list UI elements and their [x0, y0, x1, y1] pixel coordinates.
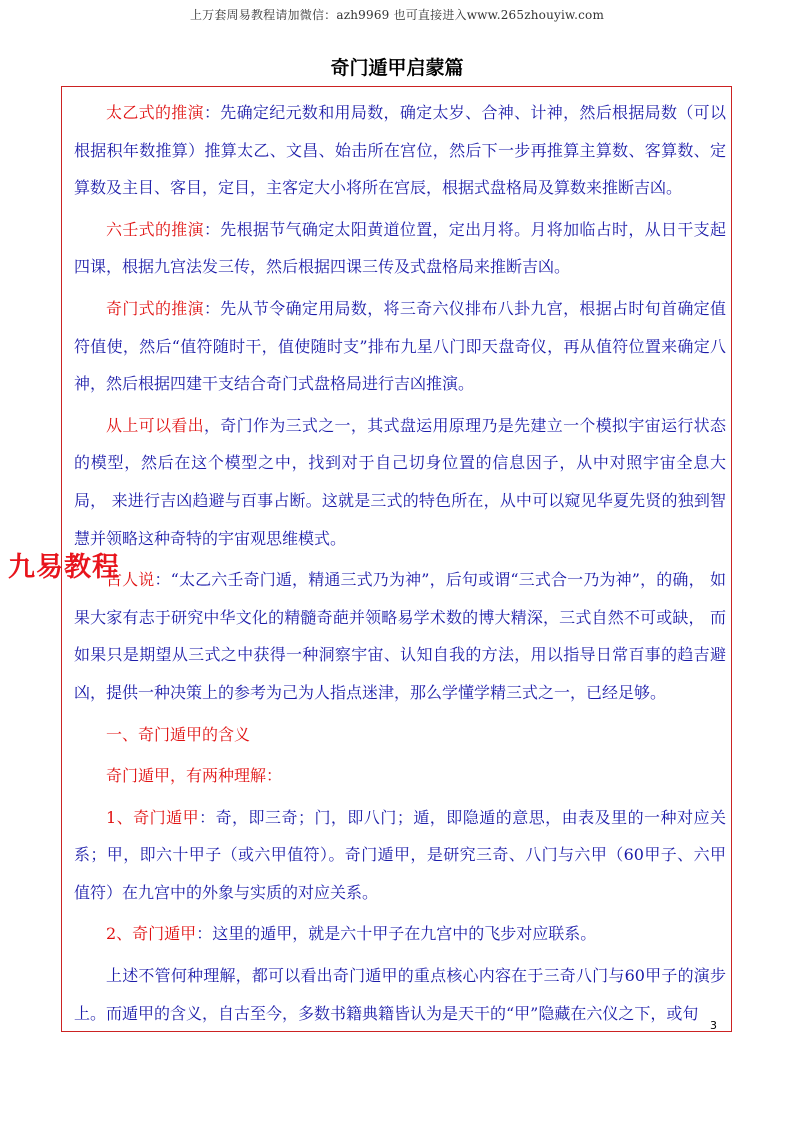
paragraph-sep: ： [196, 924, 213, 944]
content-body [74, 94, 726, 1036]
paragraph-lead: 2、奇门遁甲 [106, 924, 197, 944]
paragraph-sep: ： [203, 298, 221, 318]
page-number: 3 [710, 1019, 717, 1032]
paragraph-sep: ， [203, 415, 221, 435]
watermark-logo: 九易教程 [8, 552, 120, 583]
document-title: 奇门遁甲启蒙篇 [330, 57, 464, 79]
paragraph-meaning-2 [74, 915, 726, 953]
paragraph-conclusion [74, 957, 726, 1032]
paragraph-body: 奇，即三奇；门，即八门；遁，即隐遁的意思，由表及里的一种对应关系；甲，即六十甲子（或六甲值符）。奇门遁甲，是研究三奇、八门与六甲（60甲子、六甲值符）在九宫中的外象与实质的对应关系。 [74, 807, 726, 902]
paragraph-meaning-1 [74, 799, 726, 912]
section-heading-text: 一、奇门遁甲的含义 [106, 724, 251, 744]
paragraph-body: 这里的遁甲，就是六十甲子在九宫中的飞步对应联系。 [212, 924, 597, 944]
paragraph-lead: 六壬式的推演 [106, 219, 204, 239]
paragraph-lead: 太乙式的推演 [106, 103, 204, 122]
paragraph-taiyi [74, 94, 726, 207]
paragraph-lead: 古人说 [106, 570, 155, 590]
paragraph-body: 先从节令确定用局数，将三奇六仪排布八卦九宫，根据占时旬首确定值符值使，然后“值符随时干，值使随时支”排布九星八门即天盘奇仪，再从值符位置来确定八神，然后根据四建干支结合奇门式盘格局进行吉凶推演。 [74, 298, 726, 394]
paragraph-lead: 1、奇门遁甲 [106, 807, 200, 827]
paragraph-qimen [74, 290, 726, 403]
page-header: 上万套周易教程请加微信：azh9969 也可直接进入www.265zhouyiw.com [189, 8, 605, 22]
paragraph-body: 奇门作为三式之一，其式盘运用原理乃是先建立一个模拟宇宙运行状态的模型，然后在这个模型之中，找到对于自己切身位置的信息因子，从中对照宇宙全息大局， 来进行吉凶趋避与百事占断。这就是三式的特色所在，从中可以窥见华夏先贤的独到智慧并领略这种奇特的宇宙观思维模式。 [74, 415, 726, 548]
paragraph-ancients [74, 561, 726, 711]
paragraph-lead: 从上可以看出 [106, 415, 204, 435]
paragraph-sep: ： [203, 219, 221, 239]
paragraph-lead: 奇门式的推演 [106, 298, 204, 318]
subheading [74, 757, 726, 795]
paragraph-body: 上述不管何种理解，都可以看出奇门遁甲的重点核心内容在于三奇八门与60甲子的演步上。而遁甲的含义，自古至今，多数书籍典籍皆认为是天干的“甲”隐藏在六仪之下，或旬 [74, 966, 726, 1023]
paragraph-body: “太乙六壬奇门遁，精通三式乃为神”，后句或谓“三式合一乃为神”，的确， 如果大家有志于研究中华文化的精髓奇葩并领略易学术数的博大精深，三式自然不可或缺， 而如果只是期望从三式之中获得一种洞察宇宙、认知自我的方法，用以指导日常百事的趋吉避凶，提供一种决策上的参考为己为人指点迷津，那么学懂学精三式之一，已经足够。 [74, 570, 726, 702]
paragraph-sep: ： [203, 103, 221, 122]
paragraph-summary [74, 407, 726, 557]
paragraph-body: 先根据节气确定太阳黄道位置，定出月将。月将加临占时，从日干支起四课，根据九宫法发三传，然后根据四课三传及式盘格局来推断吉凶。 [74, 219, 726, 277]
section-heading [74, 716, 726, 754]
paragraph-sep: ： [154, 570, 171, 590]
paragraph-liuren [74, 211, 726, 286]
subheading-text: 奇门遁甲，有两种理解： [106, 766, 283, 786]
paragraph-sep: ： [199, 807, 216, 827]
paragraph-body: 先确定纪元数和用局数，确定太岁、合神、计神，然后根据局数（可以根据积年数推算）推算太乙、文昌、始击所在宫位，然后下一步再推算主算数、客算数、定算数及主目、客目，定目，主客定大小将所在宫辰，根据式盘格局及算数来推断吉凶。 [74, 103, 726, 198]
